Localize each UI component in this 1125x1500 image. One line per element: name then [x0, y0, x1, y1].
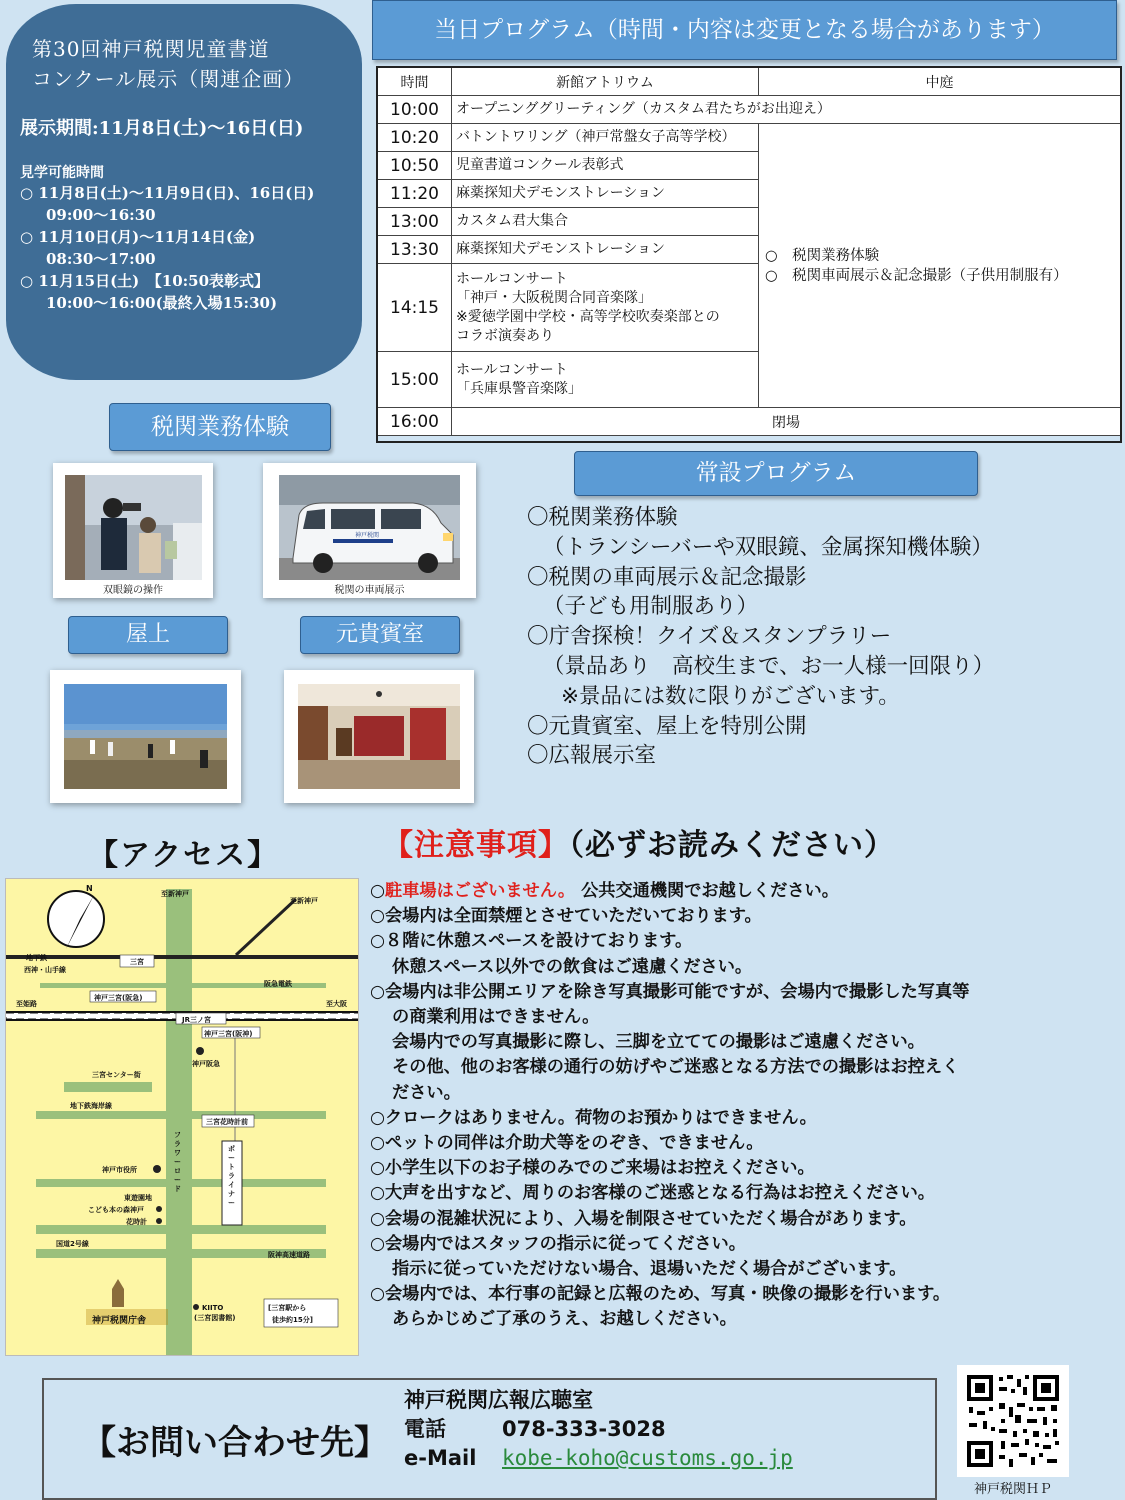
- row-event-line: ホールコンサート: [456, 270, 568, 287]
- contact-info: [404, 1386, 793, 1473]
- header-time: 時間: [378, 68, 452, 96]
- map-label: 徒歩約15分]: [272, 1316, 313, 1324]
- map-label: 神戸阪急: [192, 1060, 220, 1068]
- access-heading: 【アクセス】: [88, 838, 280, 873]
- row-event-line: 「兵庫県警音楽隊」: [456, 380, 582, 397]
- rooftop-photo: [50, 670, 241, 803]
- row-event: [452, 352, 759, 408]
- map-label: [三宮駅から: [268, 1304, 307, 1312]
- note-item: 指示に従っていただけない場合、退場いただく場合がございます。: [392, 1259, 907, 1280]
- qr-code-pattern: [965, 1373, 1061, 1469]
- header-atrium: 新館アトリウム: [452, 68, 759, 96]
- schedule-row: [378, 96, 1121, 124]
- row-event: 麻薬探知犬デモンストレーション: [452, 236, 759, 264]
- map-label: 至姫路: [16, 1000, 37, 1008]
- note-item: ○会場内は全面禁煙とさせていただいております。: [370, 906, 762, 927]
- row-time: 16:00: [378, 408, 452, 436]
- courtyard-cell: [759, 124, 1121, 408]
- vehicle-caption: 税関の車両展示: [334, 585, 405, 596]
- note-item: ○会場内ではスタッフの指示に従ってください。: [370, 1233, 746, 1254]
- permanent-item-detail: （子ども用制服あり）: [543, 594, 759, 620]
- notes-heading-red: 【注意事項】: [383, 828, 569, 863]
- row-event-line: 「神戸・大阪税関合同音楽隊」: [456, 289, 652, 306]
- exhibit-title-line1: 第30回神戸税関児童書道: [32, 37, 270, 61]
- permanent-item: 〇庁舎探検！クイズ＆スタンプラリー: [527, 624, 892, 650]
- row-event: 児童書道コンクール表彰式: [452, 152, 759, 180]
- contact-phone-row: [404, 1415, 793, 1444]
- note-item: の商業利用はできません。: [392, 1007, 600, 1028]
- qr-code-icon[interactable]: [957, 1365, 1069, 1477]
- exhibit-hours-time: 08:30～17:00: [46, 250, 156, 268]
- note-item: ○会場内は非公開エリアを除き写真撮影可能ですが、会場内で撮影した写真等: [370, 981, 970, 1002]
- permanent-item-note: ※景品には数に限りがございます。: [561, 683, 900, 709]
- row-time: 13:00: [378, 208, 452, 236]
- map-north-label: N: [86, 884, 93, 893]
- svg-text:神戸税関: 神戸税関: [355, 532, 380, 539]
- row-time: 10:00: [378, 96, 452, 124]
- row-event-line: コラボ演奏あり: [456, 327, 554, 344]
- map-label: JR三ノ宮: [182, 1016, 211, 1024]
- map-label: (三宮図書館): [194, 1314, 236, 1322]
- map-label: 地下鉄海岸線: [70, 1102, 112, 1110]
- exhibit-period: 展示期間:11月8日(土)～16日(日): [20, 118, 304, 139]
- day-program-banner: 当日プログラム（時間・内容は変更となる場合があります）: [372, 0, 1117, 60]
- permanent-item: 〇元貴賓室、屋上を特別公開: [527, 713, 807, 739]
- row-event-line: ホールコンサート: [456, 361, 568, 378]
- note-item: その他、他のお客様の通行の妨げやご迷惑となる方法での撮影はお控えく: [392, 1057, 960, 1078]
- map-label: 東遊園地: [124, 1194, 152, 1202]
- access-map: [5, 878, 359, 1356]
- map-label: 西神・山手線: [24, 966, 66, 974]
- exhibit-hours-time: 10:00～16:00(最終入場15:30): [46, 294, 278, 312]
- notes-list: [370, 879, 1110, 1333]
- binoculars-image: [53, 463, 213, 598]
- contact-heading: 【お問い合わせ先】: [82, 1423, 388, 1463]
- exhibit-hours-time: 09:00～16:30: [46, 206, 156, 224]
- row-event: [452, 264, 759, 352]
- map-label: 三宮花時計前: [206, 1118, 248, 1126]
- qr-caption: 神戸税関ＨＰ: [973, 1482, 1052, 1497]
- map-label: 阪神高速道路: [268, 1251, 310, 1259]
- courtyard-item: ○ 税関車両展示＆記念撮影（子供用制服有）: [765, 267, 1068, 284]
- courtyard-item: ○ 税関業務体験: [765, 247, 880, 264]
- schedule-row: [378, 408, 1121, 436]
- row-event: カスタム君大集合: [452, 208, 759, 236]
- note-item: ○ペットの同伴は介助犬等をのぞき、できません。: [370, 1133, 764, 1154]
- row-time: 13:30: [378, 236, 452, 264]
- mail-link[interactable]: kobe-koho@customs.go.jp: [502, 1446, 793, 1470]
- row-time: 11:20: [378, 180, 452, 208]
- exhibit-title-line2: コンクール展示（関連企画）: [32, 67, 305, 91]
- rooftop-banner: 屋上: [68, 616, 228, 654]
- phone-number[interactable]: 078-333-3028: [502, 1417, 666, 1441]
- map-label: こども本の森神戸: [88, 1206, 144, 1214]
- note-item: ○８階に休憩スペースを設けております。: [370, 931, 693, 952]
- row-event-line: ※愛徳学園中学校・高等学校吹奏楽部との: [456, 308, 720, 325]
- map-label: フラワーロード: [174, 1131, 181, 1193]
- schedule-row: [378, 124, 1121, 152]
- map-label: 三宮センター街: [92, 1071, 141, 1079]
- row-time: 14:15: [378, 264, 452, 352]
- map-label: 至大阪: [326, 1000, 347, 1008]
- closing-label: 閉場: [452, 408, 1121, 436]
- vip-room-image: [284, 670, 474, 803]
- compass-icon: [48, 891, 104, 947]
- note-item: ○駐車場はございません。 公共交通機関でお越しください。: [370, 881, 839, 901]
- permanent-item: 〇広報展示室: [527, 743, 657, 769]
- note-item: 会場内での写真撮影に際し、三脚を立てての撮影はご遠慮ください。: [392, 1032, 925, 1053]
- map-label: 至新神戸: [161, 890, 189, 898]
- map-label: 神戸市役所: [102, 1166, 137, 1174]
- row-time: 15:00: [378, 352, 452, 408]
- permanent-item-detail: （トランシーバーや双眼鏡、金属探知機体験）: [543, 534, 993, 560]
- binoculars-caption: 双眼鏡の操作: [103, 585, 163, 596]
- row-event: 麻薬探知犬デモンストレーション: [452, 180, 759, 208]
- vehicle-image: [263, 463, 476, 598]
- note-item: ○会場内では、本行事の記録と広報のため、写真・映像の撮影を行います。: [370, 1284, 951, 1305]
- contact-org: 神戸税関広報広聴室: [404, 1388, 593, 1412]
- note-item: ○会場の混雑状況により、入場を制限させていただく場合があります。: [370, 1208, 917, 1229]
- header-courtyard: 中庭: [759, 68, 1121, 96]
- permanent-item: 〇税関業務体験: [527, 505, 678, 530]
- schedule-table: [377, 67, 1121, 436]
- notes-heading-black: （必ずお読みください）: [569, 828, 895, 863]
- mail-label: e-Mail: [404, 1446, 477, 1470]
- note-item: ○クロークはありません。荷物のお預かりはできません。: [370, 1107, 817, 1128]
- permanent-program-list: [527, 503, 1087, 771]
- exhibit-hours-item: ○ 11月15日(土) 【10:50表彰式】: [20, 272, 270, 290]
- map-label: 至新神戸: [290, 897, 318, 905]
- map-label: 三宮: [130, 958, 144, 966]
- row-time: 10:50: [378, 152, 452, 180]
- note-item: ○大声を出すなど、周りのお客様のご迷惑となる行為はお控えください。: [370, 1183, 935, 1204]
- contact-mail-row: [404, 1444, 793, 1473]
- note-item: 休憩スペース以外での飲食はご遠慮ください。: [392, 956, 753, 977]
- map-graphics: [6, 879, 359, 1356]
- exhibit-hours-heading: 見学可能時間: [20, 165, 104, 181]
- row-time: 10:20: [378, 124, 452, 152]
- map-label: 花時計: [126, 1218, 147, 1226]
- row-event: バトントワリング（神戸常盤女子高等学校）: [452, 124, 759, 152]
- permanent-item-detail: （景品あり 高校生まで、お一人様一回限り）: [543, 653, 995, 679]
- map-label: 神戸三宮(阪神): [204, 1030, 253, 1038]
- map-label: KIITO: [202, 1304, 224, 1312]
- note-item: ださい。: [392, 1082, 461, 1103]
- map-label: ポートライナー: [228, 1145, 235, 1207]
- binoculars-photo: [53, 463, 213, 598]
- note-item: あらかじめご了承のうえ、お越しください。: [392, 1309, 737, 1330]
- row-event: オープニンググリーティング（カスタム君たちがお出迎え）: [452, 96, 1121, 124]
- vip-room-banner: 元貴賓室: [300, 616, 460, 654]
- map-label: 地下鉄: [26, 954, 47, 962]
- map-label: 国道2号線: [56, 1240, 89, 1248]
- vip-room-photo: [284, 670, 474, 803]
- notes-heading: [383, 820, 895, 864]
- exhibit-hours-item: ○ 11月10日(月)～11月14日(金): [20, 228, 256, 246]
- rooftop-image: [50, 670, 241, 803]
- permanent-item: 〇税関の車両展示＆記念撮影: [527, 564, 807, 590]
- phone-label: 電話: [404, 1417, 446, 1441]
- map-label: 神戸三宮(阪急): [94, 994, 143, 1002]
- customs-building-label: 神戸税関庁舎: [92, 1316, 147, 1326]
- customs-work-banner: 税関業務体験: [109, 403, 331, 451]
- vehicle-photo: [263, 463, 476, 598]
- permanent-program-banner: 常設プログラム: [574, 451, 978, 496]
- map-label: 阪急電鉄: [264, 980, 292, 988]
- exhibit-hours-item: ○ 11月8日(土)～11月9日(日)、16日(日): [20, 184, 315, 202]
- note-item: ○小学生以下のお子様のみでのご来場はお控えください。: [370, 1158, 815, 1179]
- exhibit-info-box: [6, 4, 362, 380]
